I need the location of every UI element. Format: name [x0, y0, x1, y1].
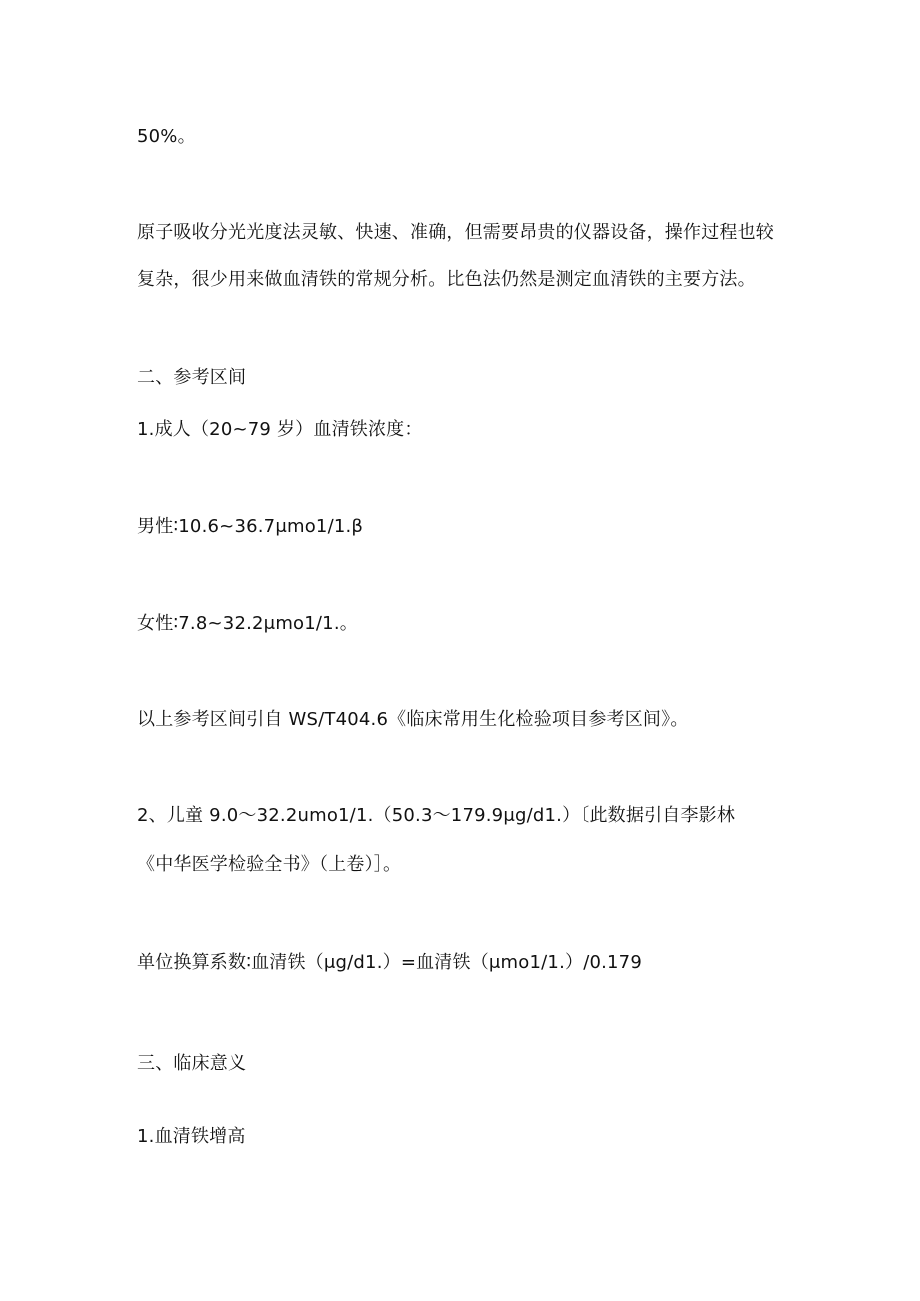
text-line-aas-description-1: 原子吸收分光光度法灵敏、快速、准确，但需要昂贵的仪器设备，操作过程也较 [137, 222, 774, 243]
section-heading-reference-range: 二、参考区间 [137, 367, 247, 388]
text-line-male-range: 男性∶10.6~36.7μmo1∕1.β [137, 516, 364, 537]
text-line-serum-iron-increase: 1.血清铁增高 [137, 1126, 246, 1147]
text-line-adult-range-heading: 1.成人（20~79 岁）血清铁浓度： [137, 419, 423, 440]
text-line-unit-conversion: 单位换算系数∶血清铁（μg∕d1.）=血清铁（μmo1∕1.）/0.179 [137, 952, 642, 973]
text-line-range-citation: 以上参考区间引自 WS/T404.6《临床常用生化检验项目参考区间》。 [137, 709, 689, 730]
text-line-child-range-2: 《中华医学检验全书》（上卷）］。 [137, 854, 402, 875]
text-line-aas-description-2: 复杂，很少用来做血清铁的常规分析。比色法仍然是测定血清铁的主要方法。 [137, 269, 756, 290]
text-line-percent: 50%。 [137, 126, 196, 147]
text-line-female-range: 女性∶7.8~32.2μmo1∕1.。 [137, 613, 358, 634]
text-line-child-range-1: 2、儿童 9.0～32.2umo1∕1.（50.3～179.9μg∕d1.）〔此数据引自李影林 [137, 805, 736, 826]
section-heading-clinical-significance: 三、临床意义 [137, 1053, 247, 1074]
